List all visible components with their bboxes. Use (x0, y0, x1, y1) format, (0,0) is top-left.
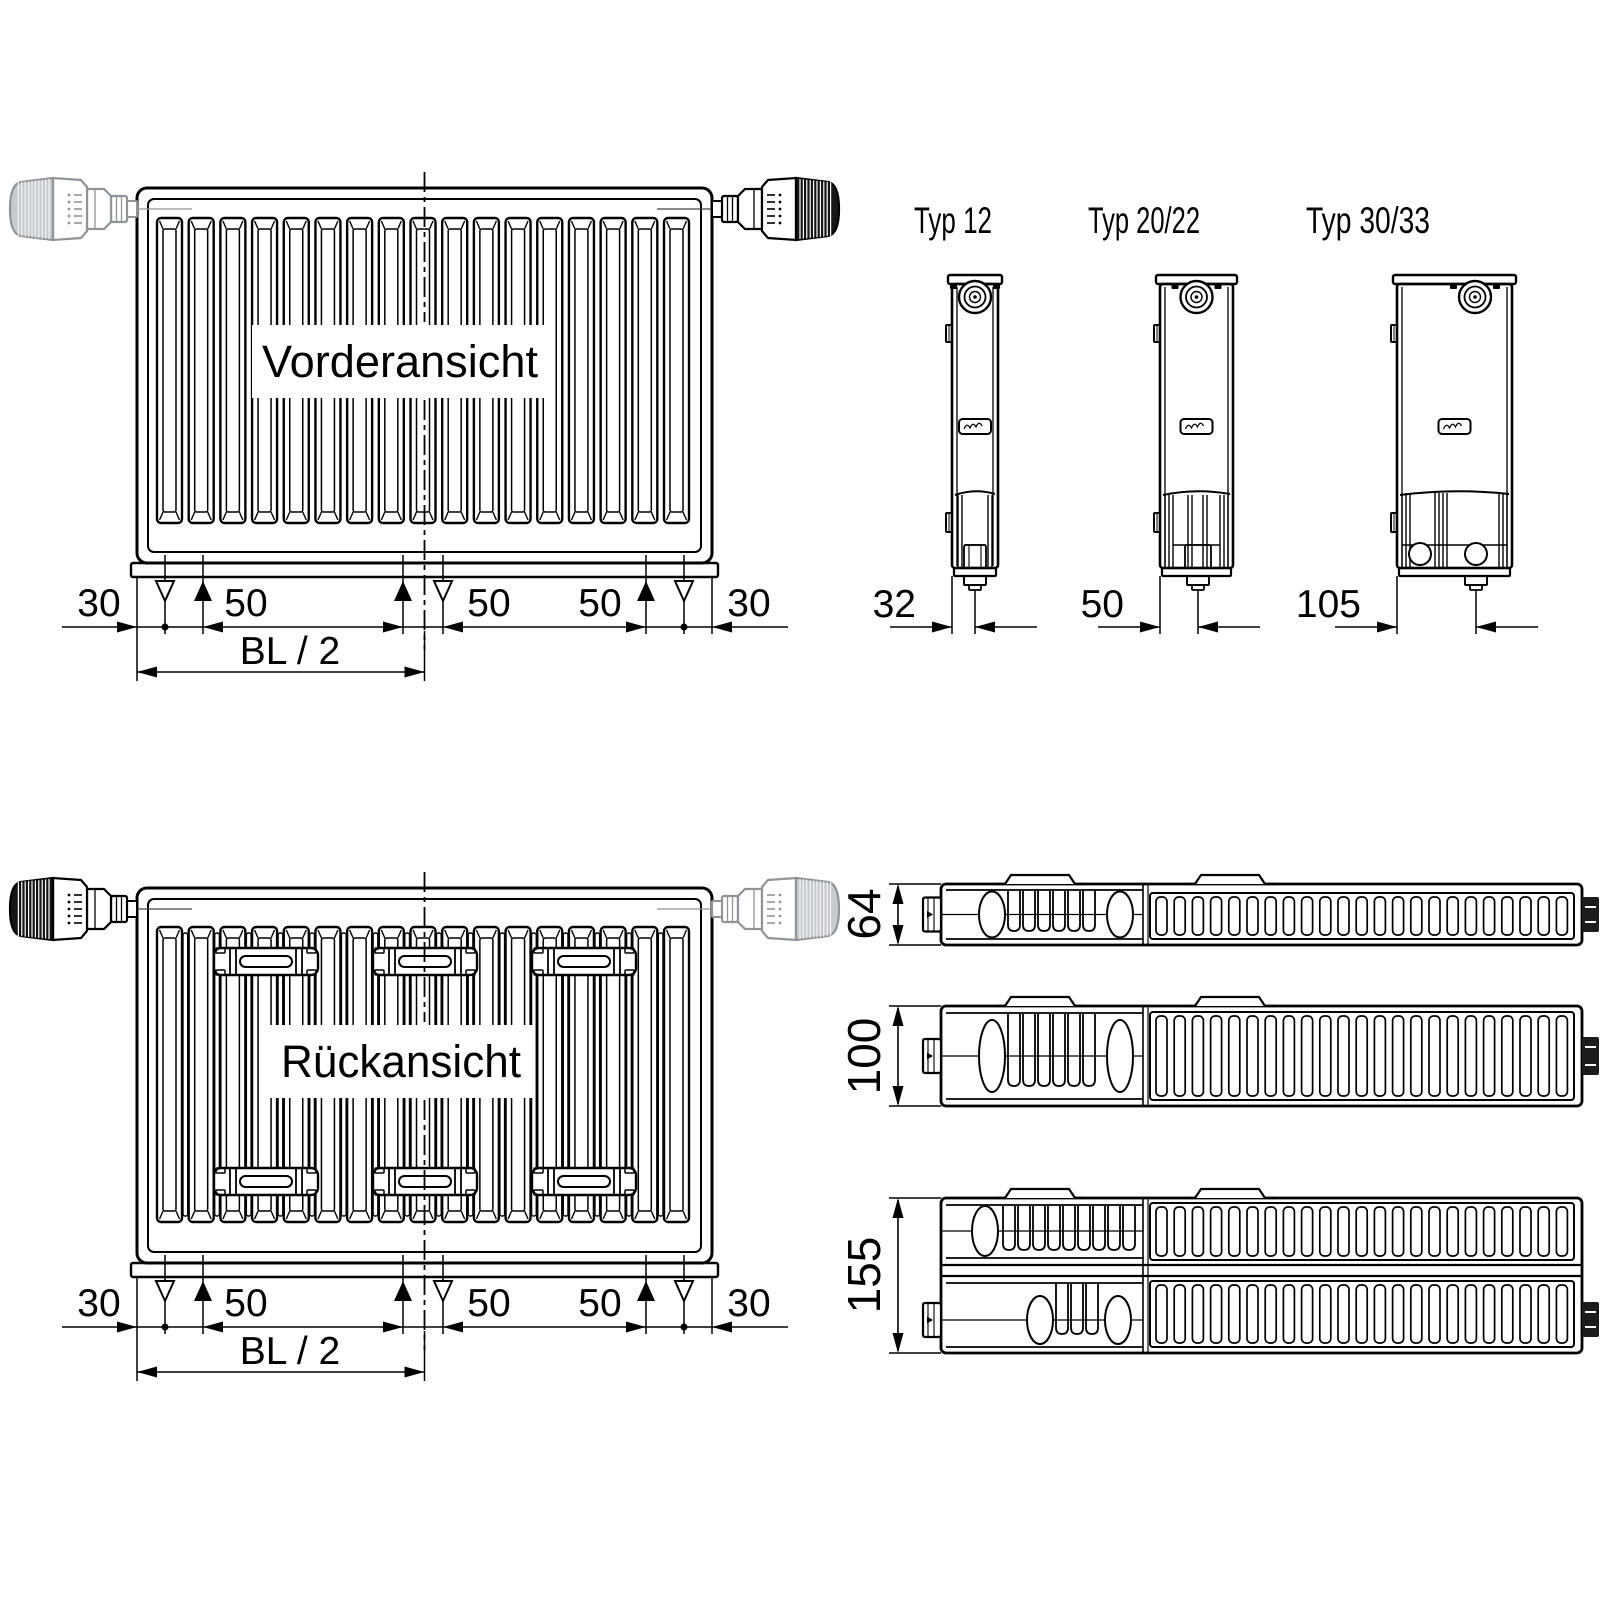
top-view-depth-155: 155 (838, 1236, 890, 1314)
bottom-valve-block (1165, 495, 1228, 568)
top-views-drawing (889, 875, 1599, 1353)
return-connection-stub (1582, 1037, 1599, 1075)
return-connection-stub (1582, 897, 1599, 932)
kermi-logo (1181, 419, 1213, 434)
front-dim-right-margin: 30 (727, 582, 771, 625)
side-view-typ3 (1335, 275, 1538, 634)
front-dim-left-margin: 30 (77, 582, 121, 625)
side-view-type12-label: Typ 12 (914, 200, 992, 241)
side-view-type2022-label: Typ 20/22 (1088, 200, 1200, 241)
rear-dim-right-margin: 30 (727, 1282, 771, 1325)
side-view-typ1 (890, 275, 1037, 634)
kermi-logo (959, 419, 991, 434)
top-view-depth-3 (889, 1189, 1599, 1353)
top-grille (1150, 1012, 1574, 1100)
side-views-drawing (890, 275, 1538, 634)
sectioned-water-channels (923, 890, 1143, 939)
wall-bracket (532, 1168, 636, 1195)
front-dim-spacing-3: 50 (578, 582, 622, 625)
top-view-depth-1 (889, 875, 1599, 945)
depth-dimension (1335, 576, 1538, 634)
top-grille (1150, 893, 1574, 939)
side-view-typ12-depth: 32 (872, 583, 916, 626)
top-view-depth-2 (889, 997, 1599, 1106)
sectioned-water-channels (923, 1013, 1143, 1099)
front-dim-half-length: BL / 2 (239, 630, 341, 673)
wall-bracket (532, 948, 636, 975)
front-view-drawing (10, 172, 839, 650)
side-view-typ2 (1098, 275, 1260, 634)
side-view-typ2022-depth: 50 (1080, 583, 1124, 626)
side-view-typ3033-depth: 105 (1295, 583, 1361, 626)
rear-dim-half-length: BL / 2 (239, 1330, 341, 1373)
rear-dim-spacing-3: 50 (578, 1282, 622, 1325)
rear-view-label: Rückansicht (281, 1036, 522, 1087)
rear-dim-spacing-1: 50 (224, 1282, 268, 1325)
bottom-valve-block (958, 495, 992, 568)
wall-bracket (214, 948, 318, 975)
front-view-label: Vorderansicht (262, 336, 539, 387)
return-connection-stub (1582, 1302, 1599, 1337)
top-view-depth-64: 64 (838, 888, 890, 940)
top-view-depth-100: 100 (838, 1017, 890, 1095)
bottom-valve-block (1402, 493, 1507, 568)
side-view-type3033-label: Typ 30/33 (1306, 200, 1430, 241)
rear-dim-left-margin: 30 (77, 1282, 121, 1325)
front-dim-spacing-2: 50 (467, 582, 511, 625)
rear-view-drawing (10, 872, 839, 1350)
front-dim-spacing-1: 50 (224, 582, 268, 625)
kermi-logo (1439, 419, 1471, 434)
rear-dim-spacing-2: 50 (467, 1282, 511, 1325)
wall-bracket (214, 1168, 318, 1195)
